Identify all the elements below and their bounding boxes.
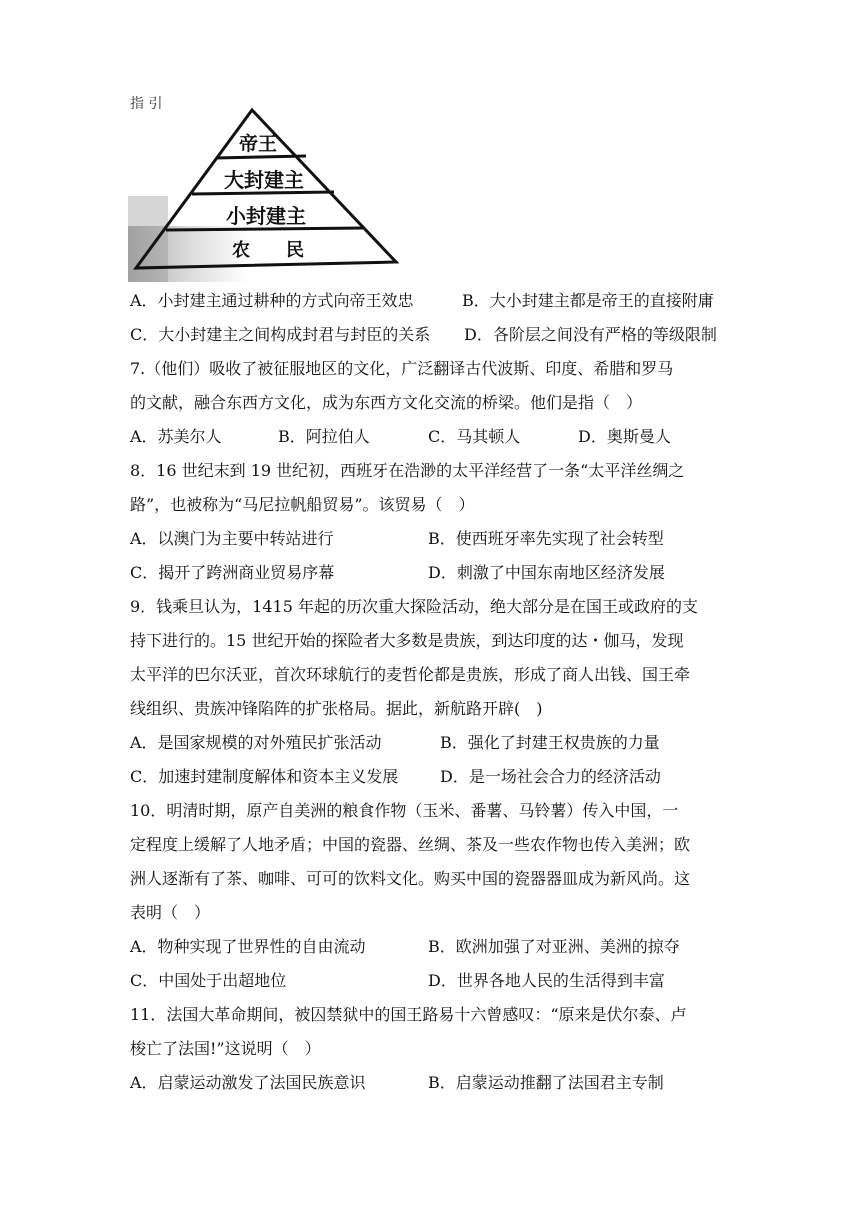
q9-option-c: C．加速封建制度解体和资本主义发展 [130, 767, 399, 786]
q11-option-a: A．启蒙运动激发了法国民族意识 [130, 1073, 366, 1092]
tier-label-lesser-lords: 小封建主 [226, 204, 306, 228]
q10-stem-line-1: 10．明清时期，原产自美洲的粮食作物（玉米、番薯、马铃薯）传入中国，一 [130, 801, 679, 820]
q6-option-d: D．各阶层之间没有严格的等级限制 [464, 325, 717, 344]
q10-stem-line-3: 洲人逐渐有了茶、咖啡、可可的饮料文化。购买中国的瓷器器皿成为新风尚。这 [130, 869, 691, 888]
q7-stem-line-1: 7.（他们）吸收了被征服地区的文化，广泛翻译古代波斯、印度、希腊和罗马 [130, 359, 674, 378]
tier-line-2 [192, 192, 334, 194]
q7-stem-line-2: 的文献，融合东西方文化，成为东西方文化交流的桥梁。他们是指（ ） [130, 393, 643, 412]
q11-option-b: B．启蒙运动推翻了法国君主专制 [428, 1073, 664, 1092]
q7-option-c: C．马其顿人 [428, 427, 521, 446]
q8-option-c: C．揭开了跨洲商业贸易序幕 [130, 563, 335, 582]
q8-stem-line-1: 8．16 世纪末到 19 世纪初，西班牙在浩渺的太平洋经营了一条“太平洋丝绸之 [130, 461, 685, 480]
q9-option-b: B．强化了封建王权贵族的力量 [440, 733, 660, 752]
q6-option-b: B．大小封建主都是帝王的直接附庸 [462, 291, 714, 310]
q9-option-d: D．是一场社会合力的经济活动 [440, 767, 661, 786]
q7-option-b: B．阿拉伯人 [278, 427, 370, 446]
q10-stem-line-4: 表明（ ） [130, 903, 211, 922]
q10-option-a: A．物种实现了世界性的自由流动 [130, 937, 366, 956]
q8-stem-line-2: 路”，也被称为“马尼拉帆船贸易”。该贸易（ ） [130, 495, 475, 514]
q8-option-d: D．刺激了中国东南地区经济发展 [428, 563, 665, 582]
tier-line-3 [166, 228, 364, 230]
q9-stem-line-1: 9．钱乘旦认为，1415 年起的历次重大探险活动，绝大部分是在国王或政府的支 [130, 597, 698, 616]
tier-line-1 [216, 156, 306, 158]
q9-stem-line-4: 线组织、贵族冲锋陷阵的扩张格局。据此，新航路开辟( ) [130, 699, 543, 718]
q8-option-a: A．以澳门为主要中转站进行 [130, 529, 334, 548]
q7-option-a: A．苏美尔人 [130, 427, 222, 446]
tier-label-peasants: 农 民 [232, 240, 304, 261]
q11-stem-line-2: 梭亡了法国!”这说明（ ） [130, 1039, 321, 1058]
tier-label-great-lords: 大封建主 [224, 168, 304, 192]
q9-stem-line-2: 持下进行的。15 世纪开始的探险者大多数是贵族，到达印度的达・伽马，发现 [130, 631, 684, 650]
q8-option-b: B．使西班牙率先实现了社会转型 [428, 529, 664, 548]
q6-option-a: A．小封建主通过耕种的方式向帝王效忠 [130, 291, 414, 310]
q10-option-d: D．世界各地人民的生活得到丰富 [428, 971, 665, 990]
q6-option-c: C．大小封建主之间构成封君与封臣的关系 [130, 325, 431, 344]
q11-stem-line-1: 11．法国大革命期间，被囚禁狱中的国王路易十六曾感叹：“原来是伏尔泰、卢 [130, 1005, 687, 1024]
fragment-text: 指 引 [130, 96, 163, 112]
feudal-pyramid-figure [128, 96, 400, 282]
q9-option-a: A．是国家规模的对外殖民扩张活动 [130, 733, 382, 752]
pyramid-diagram [128, 96, 400, 282]
q7-option-d: D．奥斯曼人 [578, 427, 671, 446]
tier-label-emperor: 帝王 [238, 133, 278, 155]
q10-stem-line-2: 定程度上缓解了人地矛盾；中国的瓷器、丝绸、茶及一些农作物也传入美洲；欧 [130, 835, 691, 854]
q10-option-b: B．欧洲加强了对亚洲、美洲的掠夺 [428, 937, 680, 956]
q10-option-c: C．中国处于出超地位 [130, 971, 287, 990]
q9-stem-line-3: 太平洋的巴尔沃亚，首次环球航行的麦哲伦都是贵族，形成了商人出钱、国王牵 [130, 665, 691, 684]
